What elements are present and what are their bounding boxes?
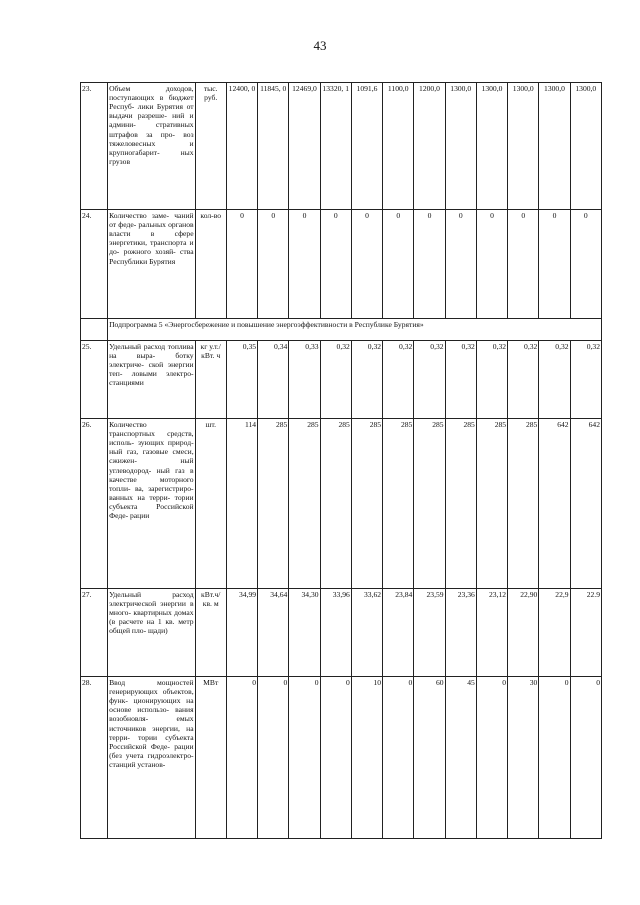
value-cell: 30: [508, 677, 539, 839]
value-cell: 34,64: [258, 589, 289, 677]
value-cell: 0: [539, 677, 570, 839]
indicators-table: [80, 82, 602, 839]
subprogram-row: [81, 319, 602, 341]
value-cell: 0: [570, 210, 601, 319]
value-cell: 0,32: [508, 341, 539, 419]
value-cell: 1300,0: [508, 83, 539, 210]
value-cell: 10: [351, 677, 382, 839]
value-cell: 12400, 0: [226, 83, 257, 210]
value-cell: 0: [476, 210, 507, 319]
value-cell: 33,96: [320, 589, 351, 677]
unit-cell: кол-во: [195, 210, 226, 319]
subprogram-title: Подпрограмма 5 «Энергосбережение и повышение энергоэффективности в Республике Бурятия»: [108, 319, 602, 341]
value-cell: 0: [258, 210, 289, 319]
value-cell: 285: [320, 419, 351, 589]
value-cell: 0,32: [320, 341, 351, 419]
value-cell: 1100,0: [383, 83, 414, 210]
indicator-name: Ввод мощностей генерирующих объектов, функ- ционирующих на основе использо- вания возобновля- емых источников энергии, на терри- тории субъекта Российской Феде- рации (без учета гидроэлектро- станций установ-: [108, 677, 196, 839]
value-cell: 1300,0: [445, 83, 476, 210]
value-cell: 23,84: [383, 589, 414, 677]
value-cell: 0: [539, 210, 570, 319]
value-cell: 1091,6: [351, 83, 382, 210]
value-cell: 285: [508, 419, 539, 589]
value-cell: 0,35: [226, 341, 257, 419]
row-number: 24.: [81, 210, 108, 319]
table-row: [81, 210, 602, 319]
value-cell: 0,34: [258, 341, 289, 419]
unit-cell: шт.: [195, 419, 226, 589]
value-cell: 0,32: [539, 341, 570, 419]
value-cell: 0,33: [289, 341, 320, 419]
unit-cell: кВт.ч/ кв. м: [195, 589, 226, 677]
value-cell: 0: [226, 677, 257, 839]
value-cell: 1300,0: [476, 83, 507, 210]
value-cell: 1300,0: [539, 83, 570, 210]
value-cell: 0: [320, 210, 351, 319]
value-cell: 1300,0: [570, 83, 601, 210]
value-cell: 0: [289, 210, 320, 319]
value-cell: 285: [258, 419, 289, 589]
value-cell: 22.9: [570, 589, 601, 677]
value-cell: 0,32: [414, 341, 445, 419]
indicator-name: Количество заме- чаний от феде- ральных органов власти в сфере энергетики, транспорта и до- рожного хозяй- ства Республики Бурятия: [108, 210, 196, 319]
value-cell: 23,12: [476, 589, 507, 677]
value-cell: 12469,0: [289, 83, 320, 210]
value-cell: 285: [476, 419, 507, 589]
value-cell: 0: [320, 677, 351, 839]
value-cell: 114: [226, 419, 257, 589]
table-row: [81, 589, 602, 677]
row-number: 28.: [81, 677, 108, 839]
value-cell: 22,90: [508, 589, 539, 677]
value-cell: 0: [258, 677, 289, 839]
indicator-name: Количество транспортных средств, исполь- зующих природ- ный газ, газовые смеси, сжижен- ный углеводород- ный газ в качестве моторного топли- ва, зарегистриро- ванных на терри- тории субъекта Российской Феде- рации: [108, 419, 196, 589]
value-cell: 60: [414, 677, 445, 839]
row-number: 23.: [81, 83, 108, 210]
value-cell: 0,32: [383, 341, 414, 419]
value-cell: 34,30: [289, 589, 320, 677]
value-cell: 285: [414, 419, 445, 589]
unit-cell: МВт: [195, 677, 226, 839]
value-cell: 34,99: [226, 589, 257, 677]
table-row: [81, 341, 602, 419]
value-cell: 0,32: [570, 341, 601, 419]
indicator-name: Объем доходов, поступающих в бюджет Респуб- лики Бурятия от выдачи разреше- ний и админи- стративных штрафов за про- воз тяжеловесных и крупногабарит- ных грузов: [108, 83, 196, 210]
value-cell: 285: [351, 419, 382, 589]
value-cell: 13320, 1: [320, 83, 351, 210]
value-cell: 0: [226, 210, 257, 319]
value-cell: 0,32: [476, 341, 507, 419]
value-cell: 11845, 0: [258, 83, 289, 210]
table-row: [81, 677, 602, 839]
table-row: [81, 83, 602, 210]
page-number: 43: [313, 38, 327, 53]
unit-cell: кг у.т./кВт. ч: [195, 341, 226, 419]
value-cell: 0: [289, 677, 320, 839]
value-cell: 0: [445, 210, 476, 319]
value-cell: 0: [383, 210, 414, 319]
value-cell: 0,32: [445, 341, 476, 419]
value-cell: 0: [351, 210, 382, 319]
value-cell: 0: [383, 677, 414, 839]
value-cell: 285: [383, 419, 414, 589]
value-cell: 285: [289, 419, 320, 589]
table-row: [81, 419, 602, 589]
value-cell: 642: [539, 419, 570, 589]
value-cell: 0: [414, 210, 445, 319]
value-cell: 45: [445, 677, 476, 839]
indicator-name: Удельный расход электрической энергии в много- квартирных домах (в расчете на 1 кв. метр общей пло- щади): [108, 589, 196, 677]
row-number: 25.: [81, 341, 108, 419]
unit-cell: тыс. руб.: [195, 83, 226, 210]
value-cell: 23,59: [414, 589, 445, 677]
value-cell: 0: [570, 677, 601, 839]
value-cell: 285: [445, 419, 476, 589]
value-cell: 22,9: [539, 589, 570, 677]
value-cell: 642: [570, 419, 601, 589]
row-number: 27.: [81, 589, 108, 677]
row-number: 26.: [81, 419, 108, 589]
value-cell: 0: [508, 210, 539, 319]
value-cell: 0,32: [351, 341, 382, 419]
indicator-name: Удельный расход топлива на выра- ботку электриче- ской энергии теп- ловыми электро- станциями: [108, 341, 196, 419]
value-cell: 23,36: [445, 589, 476, 677]
value-cell: 1200,0: [414, 83, 445, 210]
value-cell: 33,62: [351, 589, 382, 677]
value-cell: 0: [476, 677, 507, 839]
